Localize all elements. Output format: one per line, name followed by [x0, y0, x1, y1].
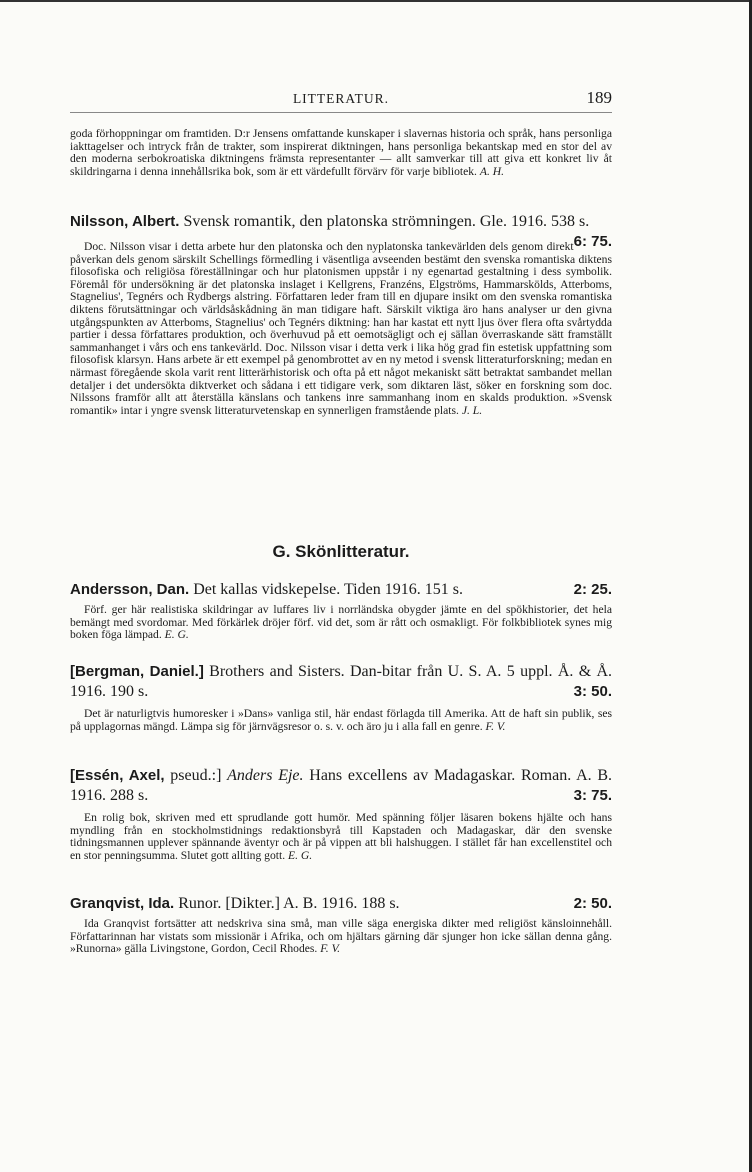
entry-author: [Essén, Axel,	[70, 767, 165, 784]
entry-author: Andersson, Dan.	[70, 581, 190, 598]
entry-title: Det kallas vidskepelse. Tiden 1916. 151 s.	[193, 581, 463, 598]
entry-author: Nilsson, Albert.	[70, 213, 180, 230]
entry-nilsson	[70, 212, 612, 417]
entry-price: 3: 50.	[573, 683, 612, 700]
entry-alias: Anders Eje.	[227, 767, 304, 784]
entry-pseud: pseud.:]	[170, 767, 222, 784]
page-top-edge	[0, 0, 752, 2]
entry-price: 2: 25.	[573, 581, 612, 598]
entry-heading	[70, 212, 612, 250]
entry-signature: F. V.	[485, 719, 506, 733]
intro-signature: A. H.	[479, 164, 505, 178]
entry-granqvist	[70, 894, 612, 956]
entry-price: 2: 50.	[573, 895, 612, 912]
section-title: G. Skönlitteratur.	[272, 542, 410, 561]
entry-title: Runor. [Dikter.] A. B. 1916. 188 s.	[178, 895, 400, 912]
header-rule	[70, 112, 612, 113]
intro-text: goda förhoppningar om framtiden. D:r Jensens omfattande kunskaper i slavernas historia och språk, hans personliga iakttagelser och intryck från de trakter, som inspirerat diktningen, hans personliga bekantskap med en stor del av den moderna serbokroatiska diktningens främsta representanter — allt samverkar till att giva ett konkret liv åt skildringarna i denna innehållsrika bok, som är ett värdefullt förvärv för varje bibliotek.	[70, 127, 612, 178]
entry-review: Förf. ger här realistiska skildringar av luffares liv i norrländska obygder jämte en del spökhistorier, det hela bemängt med svordomar. Med förkärlek dröjer förf. vid det, som är rått och osmakligt. För folkbibliotek synes mig boken föga lämpad. E. G.	[70, 603, 612, 642]
entry-author: Granqvist, Ida.	[70, 895, 175, 912]
entry-price: 3: 75.	[573, 787, 612, 804]
entry-review: Doc. Nilsson visar i detta arbete hur den platonska och den nyplatonska tankevärlden dels genom direkt påverkan dels genom särskilt Schellings förmedling i väsentliga avseenden bestämt den svenska romantiska diktens filosofiska och religiösa föreställningar och hur platonismen uppstår i ny egenartad gestaltning i dess symbolik. Föremål för undersökning är det platonska inslaget i Kellgrens, Franzéns, Elgströms, Hammarskölds, Atterboms, Stagnelius', Tegnérs och Rydbergs alstring. Författaren leder fram till en djupare insikt om den svenska romantiska diktens förutsättningar och världsåskådning än man tidigare haft. Särskilt viktiga äro hans analyser ur den givna utgångspunkten av Atterboms, Stagnelius' och Tegnérs diktning: han har kastat ett nytt ljus över flera ofta svårtydda partier i dessa författares produktion, och överhuvud på ett oemotsägligt och ej sällan överraskande sätt framställt sammanhanget i vårs och ens tankevärld. Doc. Nilsson visar i detta verk i lika hög grad fin estetisk uppfattning som filosofisk klarsyn. Hans arbete är ett exempel på genombrottet av en ny metod i svensk litteraturforskning; medan en närmast föregående skola varit rent litterärhistorisk och ofta på ett något mekaniskt sätt betraktat sambandet mellan detaljer i det undersökta diktverket och sådana i ett tidigare verk, som diktaren läst, söker en forskning som doc. Nilssons framför allt att återställa känslans och tankens inre sammanhang inom en skalds produktion. »Svensk romantik» intar i yngre svensk litteraturvetenskap en synnerligen framstående plats. J. L.	[70, 240, 612, 417]
entry-heading	[70, 580, 612, 600]
running-header	[70, 88, 612, 110]
entry-price: 6: 75.	[573, 233, 612, 250]
entry-title: Brothers and Sisters. Dan-bitar från U. S. A. 5 uppl. Å. & Å. 1916. 190 s.	[70, 663, 613, 700]
entry-review: Det är naturligtvis humoresker i »Dans» vanliga stil, här endast förlagda till Amerika. Att de haft sin publik, ses på upplagornas mängd. Lämpa sig för järnvägsresor o. s. v. och äro ju i alla fall en genre. F. V.	[70, 707, 612, 733]
entry-heading	[70, 766, 612, 806]
intro-paragraph	[70, 128, 612, 178]
entry-title: Hans excellens av Madagaskar. Roman. A. B. 1916. 288 s.	[70, 767, 613, 804]
entry-review: Ida Granqvist fortsätter att nedskriva sina små, man ville säga energiska dikter med religiöst känsloinnehåll. Författarinnan har vistats som missionär i Afrika, och om hjältars gärning där sjunger hon icke sällan denna gång. »Runorna» gälla Livingstone, Gordon, Cecil Rhodes. F. V.	[70, 917, 612, 956]
entry-signature: E. G.	[164, 628, 189, 642]
entry-heading	[70, 894, 612, 914]
running-title: LITTERATUR.	[292, 91, 390, 106]
entry-essen	[70, 766, 612, 862]
entry-title: Svensk romantik, den platonska strömningen. Gle. 1916. 538 s.	[183, 213, 590, 230]
page-number: 189	[586, 88, 612, 107]
entry-andersson	[70, 580, 612, 642]
entry-review: En rolig bok, skriven med ett sprudlande gott humör. Med spänning följer läsaren bokens hjälte och hans myndling från en stockholmstidnings redaktionsbyrå till Kapstaden och Madagaskar, där den svenske tidningsmannen upplever spännande äventyr och är på vippen att bli halshuggen. I stället får han excellenstitel och en stor penningsumma. Slutet gott allting gott. E. G.	[70, 811, 612, 862]
entry-heading	[70, 662, 612, 702]
entry-signature: J. L.	[461, 403, 483, 417]
entry-signature: F. V.	[320, 942, 341, 956]
entry-bergman	[70, 662, 612, 733]
entry-author: [Bergman, Daniel.]	[70, 663, 204, 680]
entry-signature: E. G.	[288, 848, 313, 862]
